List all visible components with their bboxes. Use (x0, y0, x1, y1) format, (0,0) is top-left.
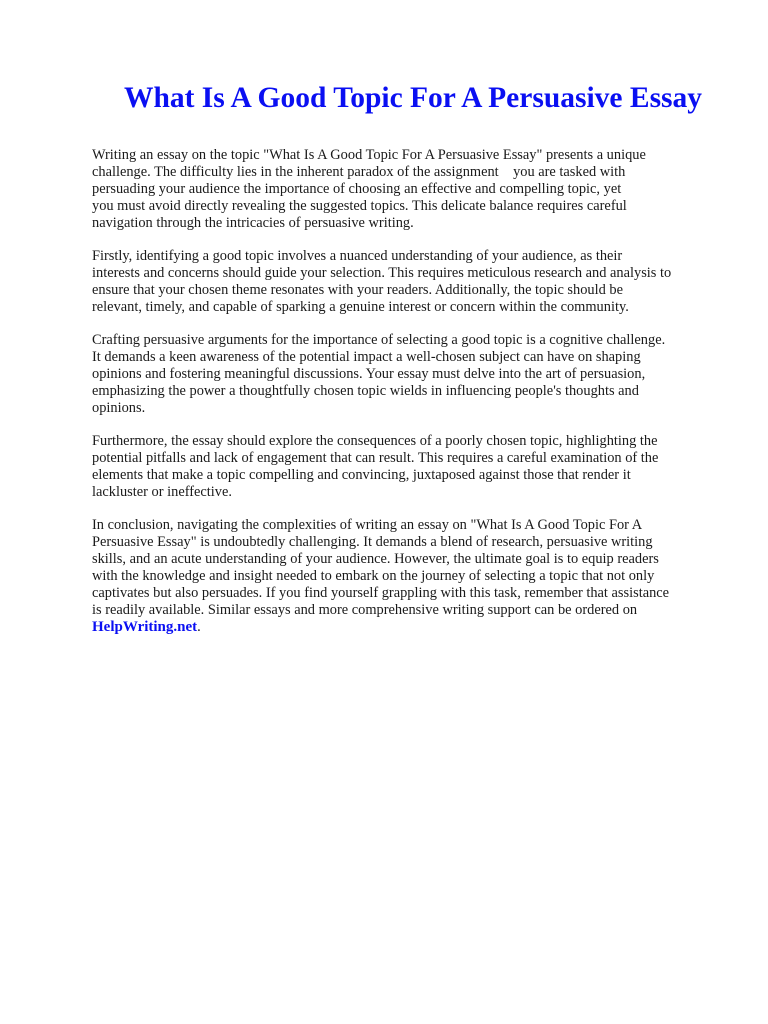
trailing-period: . (197, 619, 201, 635)
text-line: captivates but also persuades. If you find yourself grappling with this task, remember that assistance (92, 585, 670, 601)
text-line: is readily available. Similar essays and more comprehensive writing support can be ordered on (92, 602, 638, 618)
text-line: skills, and an acute understanding of your audience. However, the ultimate goal is to equip readers (92, 551, 659, 567)
text-line: lackluster or ineffective. (92, 484, 232, 500)
text-line: Writing an essay on the topic "What Is A Good Topic For A Persuasive Essay" presents a unique (92, 147, 646, 163)
text-line: you must avoid directly revealing the suggested topics. This delicate balance requires careful (92, 198, 627, 214)
paragraph-5 (92, 517, 732, 636)
paragraph-4 (92, 433, 732, 501)
text-line: In conclusion, navigating the complexities of writing an essay on "What Is A Good Topic For A (92, 517, 643, 533)
text-line: potential pitfalls and lack of engagement that can result. This requires a careful examination of the (92, 450, 659, 466)
text-line: emphasizing the power a thoughtfully chosen topic wields in influencing people's thoughts and (92, 383, 639, 399)
text-line: Persuasive Essay" is undoubtedly challenging. It demands a blend of research, persuasive writing (92, 534, 653, 550)
page-title: What Is A Good Topic For A Persuasive Essay (123, 82, 703, 114)
link-line (92, 619, 732, 636)
text-line: relevant, timely, and capable of sparking a genuine interest or concern within the community. (92, 299, 629, 315)
text-line: Furthermore, the essay should explore the consequences of a poorly chosen topic, highlighting the (92, 433, 658, 449)
text-line: challenge. The difficulty lies in the inherent paradox of the assignment you are tasked with (92, 164, 626, 180)
text-line: elements that make a topic compelling and convincing, juxtaposed against those that render it (92, 467, 631, 483)
text-line: Firstly, identifying a good topic involves a nuanced understanding of your audience, as their (92, 248, 623, 264)
text-line: Crafting persuasive arguments for the importance of selecting a good topic is a cognitive challenge. (92, 332, 666, 348)
paragraph-1 (92, 147, 732, 232)
text-line: interests and concerns should guide your selection. This requires meticulous research and analysis to (92, 265, 672, 281)
text-line: with the knowledge and insight needed to embark on the journey of selecting a topic that not only (92, 568, 655, 584)
text-line: opinions and fostering meaningful discussions. Your essay must delve into the art of persuasion, (92, 366, 646, 382)
text-line: opinions. (92, 400, 146, 416)
paragraph-2 (92, 248, 732, 316)
helpwriting-link[interactable]: HelpWriting.net (92, 619, 198, 635)
text-line: It demands a keen awareness of the potential impact a well-chosen subject can have on shaping (92, 349, 641, 365)
text-line: persuading your audience the importance of choosing an effective and compelling topic, yet (92, 181, 622, 197)
text-line: navigation through the intricacies of persuasive writing. (92, 215, 414, 231)
essay-body (92, 147, 732, 652)
text-line: ensure that your chosen theme resonates with your readers. Additionally, the topic should be (92, 282, 623, 298)
paragraph-3 (92, 332, 732, 417)
